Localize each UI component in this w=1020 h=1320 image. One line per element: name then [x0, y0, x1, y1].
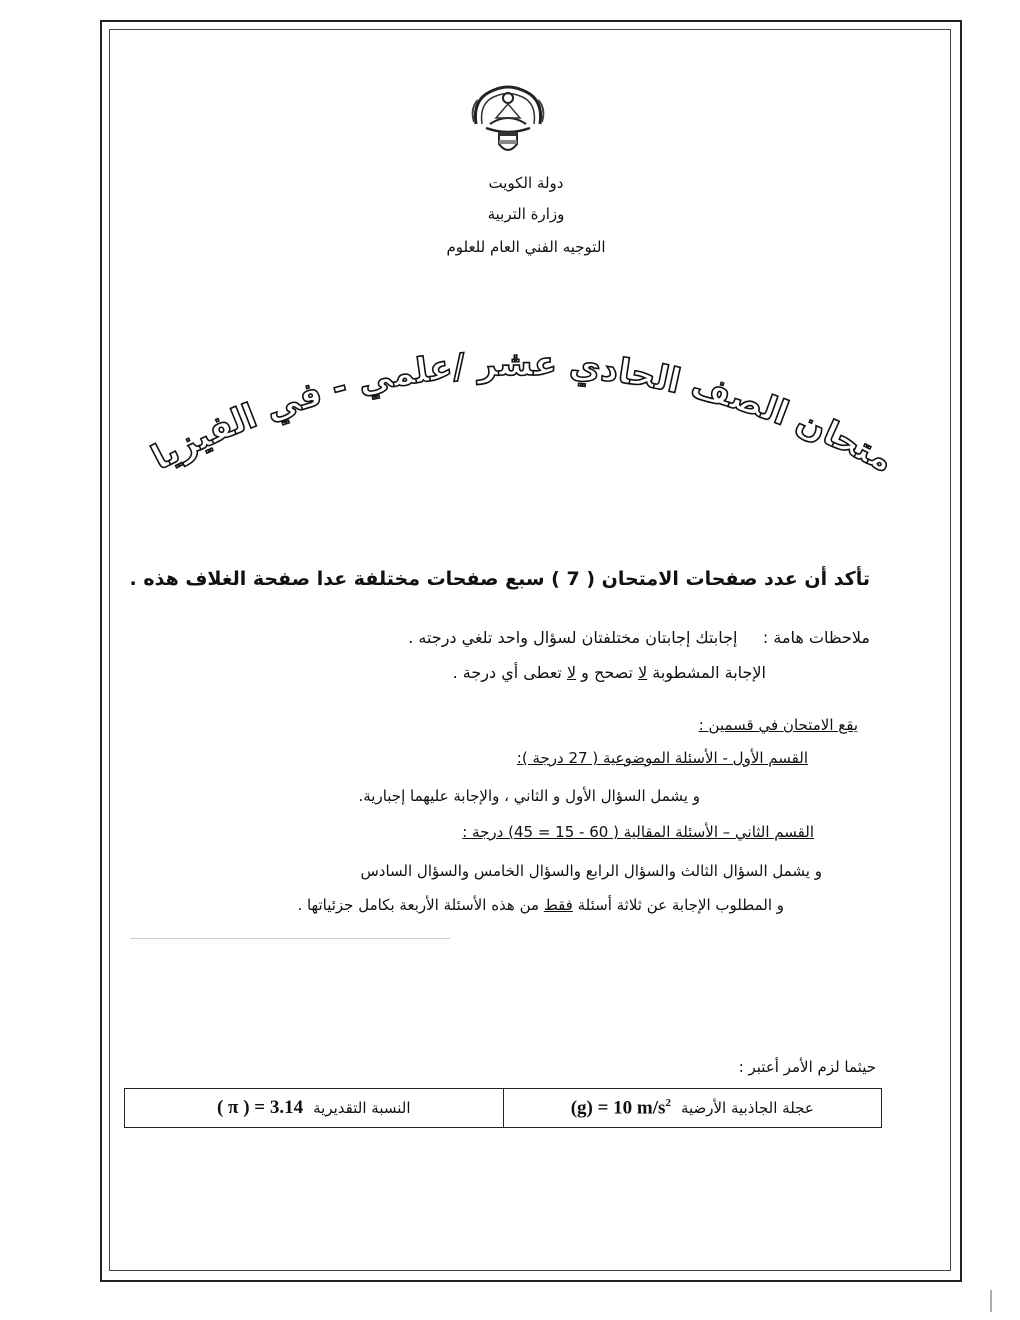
note-2-part2: تصحح و: [576, 663, 639, 682]
header-department: التوجيه الفني العام للعلوم: [446, 238, 606, 256]
exam-title-arc: [131, 299, 900, 481]
part2-req-a: و المطلوب الإجابة عن ثلاثة أسئلة: [572, 896, 784, 914]
note-2-la1: لا: [638, 663, 648, 682]
notes-row-1: [408, 628, 870, 647]
scan-artifact: [990, 1290, 992, 1312]
pi-cell: [125, 1089, 504, 1127]
header-country: دولة الكويت: [488, 174, 564, 192]
notes-label: ملاحظات هامة :: [762, 628, 870, 647]
gravity-exponent: 2: [665, 1096, 671, 1109]
confirm-pages: تأكد أن عدد صفحات الامتحان ( 7 ) سبع صفحات مختلفة عدا صفحة الغلاف هذه .: [129, 568, 870, 590]
gravity-value: [571, 1097, 671, 1119]
gravity-value-text: (g) = 10 m/s: [570, 1097, 666, 1119]
part2-desc: و يشمل السؤال الثالث والسؤال الرابع والسؤال الخامس والسؤال السادس: [360, 862, 822, 880]
note-1: إجابتك إجابتان مختلفتان لسؤال واحد تلغي درجته .: [408, 628, 738, 647]
header-ministry: وزارة التربية: [487, 205, 565, 223]
part2-title: القسم الثاني – الأسئلة المقالية ( 60 - 15 = 45) درجة :: [462, 823, 814, 841]
note-2-la2: لا: [566, 663, 577, 682]
scan-artifact: [130, 938, 450, 939]
pi-value: ( π ) = 3.14: [216, 1097, 304, 1118]
pi-label: النسبة التقديرية: [313, 1099, 411, 1117]
exam-title: امتحان الصف الحادي عشر /علمي - في الفيزياء: [131, 299, 900, 481]
part2-req-b: من هذه الأسئلة الأربعة بكامل جزئياتها .: [297, 896, 544, 914]
part2-req: [297, 896, 784, 914]
part1-title: القسم الأول - الأسئلة الموضوعية ( 27 درجة ):: [516, 749, 808, 767]
constants-intro: حيثما لزم الأمر أعتبر :: [738, 1058, 876, 1076]
constants-table: [124, 1088, 882, 1128]
note-2-part3: تعطى أي درجة .: [452, 663, 567, 682]
note-2-part1: الإجابة المشطوبة: [647, 663, 766, 682]
kuwait-emblem-icon: [466, 78, 550, 162]
sections-intro: يقع الامتحان في قسمين :: [698, 716, 858, 734]
part1-desc: و يشمل السؤال الأول و الثاني ، والإجابة عليهما إجبارية.: [358, 787, 700, 805]
gravity-label: عجلة الجاذبية الأرضية: [680, 1099, 814, 1117]
part2-req-fakat: فقط: [543, 896, 573, 914]
gravity-cell: [504, 1089, 882, 1127]
notes-row-2: [453, 663, 766, 682]
